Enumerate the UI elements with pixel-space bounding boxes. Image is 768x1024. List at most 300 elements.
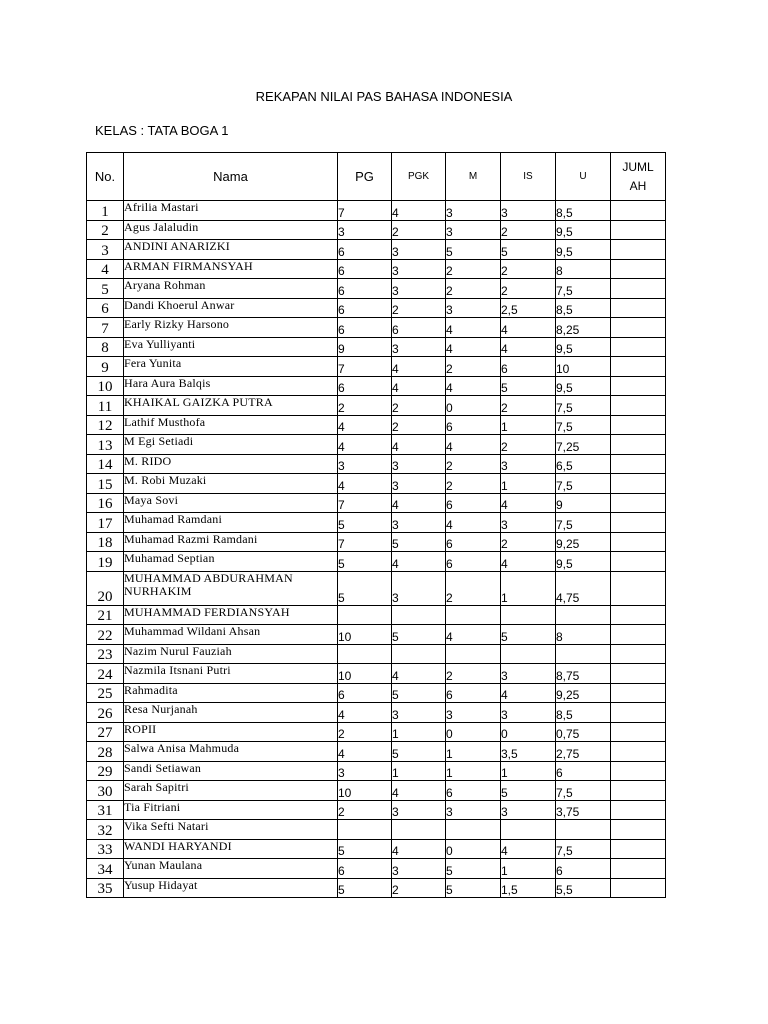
cell-is: 3 (501, 513, 556, 533)
cell-pg: 5 (338, 513, 392, 533)
cell-jumlah (611, 878, 666, 898)
table-row (87, 800, 666, 820)
cell-is: 5 (501, 781, 556, 801)
cell-no: 32 (87, 820, 124, 840)
cell-u: 8,25 (556, 318, 611, 338)
cell-pgk: 3 (392, 703, 446, 723)
header-pg: PG (338, 153, 392, 201)
cell-m: 3 (446, 220, 501, 240)
cell-pg: 6 (338, 318, 392, 338)
cell-nama: Tia Fitriani (124, 800, 338, 820)
table-row (87, 722, 666, 742)
cell-u (556, 605, 611, 625)
table-row (87, 839, 666, 859)
cell-nama: Muhammad Wildani Ahsan (124, 625, 338, 645)
cell-is: 5 (501, 376, 556, 396)
header-jumlah-line2: AH (629, 178, 647, 193)
cell-is: 3 (501, 201, 556, 221)
cell-jumlah (611, 337, 666, 357)
table-row (87, 337, 666, 357)
cell-nama: MUHAMMAD ABDURAHMAN NURHAKIM (124, 571, 338, 605)
cell-is: 5 (501, 625, 556, 645)
table-row (87, 220, 666, 240)
cell-nama: M. Robi Muzaki (124, 474, 338, 494)
cell-jumlah (611, 781, 666, 801)
cell-u: 5,5 (556, 878, 611, 898)
cell-u: 7,25 (556, 435, 611, 455)
grades-table (86, 152, 666, 898)
cell-m: 5 (446, 859, 501, 879)
cell-m: 4 (446, 337, 501, 357)
cell-pgk: 3 (392, 859, 446, 879)
cell-is: 4 (501, 552, 556, 572)
cell-pgk: 3 (392, 259, 446, 279)
cell-is: 3,5 (501, 742, 556, 762)
cell-m: 1 (446, 742, 501, 762)
cell-no: 14 (87, 454, 124, 474)
cell-pgk: 4 (392, 435, 446, 455)
table-row (87, 201, 666, 221)
cell-pg: 6 (338, 298, 392, 318)
cell-u: 9,5 (556, 337, 611, 357)
cell-pg: 6 (338, 859, 392, 879)
cell-pg: 10 (338, 625, 392, 645)
header-nama: Nama (124, 153, 338, 201)
table-row (87, 259, 666, 279)
cell-pgk: 5 (392, 532, 446, 552)
cell-u: 8 (556, 259, 611, 279)
cell-no: 5 (87, 279, 124, 299)
cell-pg: 3 (338, 220, 392, 240)
cell-pgk: 3 (392, 571, 446, 605)
cell-no: 2 (87, 220, 124, 240)
table-row (87, 781, 666, 801)
cell-jumlah (611, 454, 666, 474)
cell-jumlah (611, 625, 666, 645)
cell-nama: Hara Aura Balqis (124, 376, 338, 396)
cell-u: 8 (556, 625, 611, 645)
table-row (87, 357, 666, 377)
cell-jumlah (611, 664, 666, 684)
cell-no: 10 (87, 376, 124, 396)
cell-jumlah (611, 552, 666, 572)
cell-m: 1 (446, 761, 501, 781)
table-row (87, 415, 666, 435)
cell-pg (338, 644, 392, 664)
cell-pg: 5 (338, 878, 392, 898)
cell-jumlah (611, 357, 666, 377)
cell-nama: Yusup Hidayat (124, 878, 338, 898)
cell-jumlah (611, 259, 666, 279)
cell-nama: Early Rizky Harsono (124, 318, 338, 338)
cell-no: 18 (87, 532, 124, 552)
table-row (87, 513, 666, 533)
cell-is: 3 (501, 703, 556, 723)
cell-jumlah (611, 859, 666, 879)
cell-pgk: 3 (392, 513, 446, 533)
table-row (87, 298, 666, 318)
cell-u: 7,5 (556, 396, 611, 416)
document-title: REKAPAN NILAI PAS BAHASA INDONESIA (255, 89, 513, 104)
table-row (87, 318, 666, 338)
cell-u: 4,75 (556, 571, 611, 605)
cell-no: 29 (87, 761, 124, 781)
table-body (87, 201, 666, 898)
cell-pgk: 5 (392, 742, 446, 762)
cell-m: 2 (446, 664, 501, 684)
cell-u: 7,5 (556, 279, 611, 299)
cell-u: 7,5 (556, 474, 611, 494)
table-row (87, 820, 666, 840)
table-row (87, 474, 666, 494)
cell-m: 4 (446, 318, 501, 338)
cell-is: 2 (501, 532, 556, 552)
cell-u: 10 (556, 357, 611, 377)
cell-pgk: 2 (392, 396, 446, 416)
cell-u: 9 (556, 493, 611, 513)
cell-no: 19 (87, 552, 124, 572)
cell-pgk: 4 (392, 552, 446, 572)
cell-pgk: 2 (392, 298, 446, 318)
table-row (87, 683, 666, 703)
header-m: M (446, 153, 501, 201)
cell-pgk: 1 (392, 761, 446, 781)
cell-is: 2 (501, 259, 556, 279)
cell-pg: 7 (338, 201, 392, 221)
cell-pg: 7 (338, 493, 392, 513)
cell-m: 6 (446, 532, 501, 552)
cell-m: 5 (446, 878, 501, 898)
cell-u: 8,5 (556, 298, 611, 318)
cell-nama: Muhamad Ramdani (124, 513, 338, 533)
cell-pg: 4 (338, 742, 392, 762)
cell-jumlah (611, 839, 666, 859)
cell-pg: 3 (338, 454, 392, 474)
cell-jumlah (611, 415, 666, 435)
cell-is: 1 (501, 474, 556, 494)
cell-nama: WANDI HARYANDI (124, 839, 338, 859)
cell-no: 11 (87, 396, 124, 416)
cell-pgk: 4 (392, 781, 446, 801)
cell-m: 2 (446, 571, 501, 605)
cell-m: 6 (446, 781, 501, 801)
cell-no: 4 (87, 259, 124, 279)
cell-m: 6 (446, 552, 501, 572)
cell-no: 27 (87, 722, 124, 742)
cell-pg: 4 (338, 703, 392, 723)
cell-u (556, 644, 611, 664)
cell-m: 3 (446, 703, 501, 723)
cell-pg: 3 (338, 761, 392, 781)
cell-m: 4 (446, 625, 501, 645)
cell-pg: 2 (338, 800, 392, 820)
cell-is: 1 (501, 761, 556, 781)
cell-no: 34 (87, 859, 124, 879)
cell-is: 2 (501, 220, 556, 240)
cell-pgk: 4 (392, 664, 446, 684)
table-row (87, 859, 666, 879)
cell-is: 0 (501, 722, 556, 742)
cell-nama: Salwa Anisa Mahmuda (124, 742, 338, 762)
cell-no: 17 (87, 513, 124, 533)
cell-m: 4 (446, 435, 501, 455)
cell-no: 24 (87, 664, 124, 684)
cell-no: 3 (87, 240, 124, 260)
cell-nama: Rahmadita (124, 683, 338, 703)
cell-m: 2 (446, 454, 501, 474)
cell-nama: Nazmila Itsnani Putri (124, 664, 338, 684)
cell-u: 7,5 (556, 781, 611, 801)
cell-is: 4 (501, 337, 556, 357)
cell-is: 6 (501, 357, 556, 377)
cell-pgk: 2 (392, 220, 446, 240)
cell-pgk: 2 (392, 878, 446, 898)
cell-nama: Vika Sefti Natari (124, 820, 338, 840)
cell-nama: M. RIDO (124, 454, 338, 474)
cell-jumlah (611, 318, 666, 338)
cell-is: 3 (501, 664, 556, 684)
header-u: U (556, 153, 611, 201)
cell-no: 35 (87, 878, 124, 898)
cell-nama: ROPII (124, 722, 338, 742)
cell-pg: 4 (338, 415, 392, 435)
cell-u: 6,5 (556, 454, 611, 474)
cell-u: 8,5 (556, 703, 611, 723)
cell-jumlah (611, 761, 666, 781)
cell-jumlah (611, 493, 666, 513)
cell-u: 3,75 (556, 800, 611, 820)
cell-nama: Aryana Rohman (124, 279, 338, 299)
cell-u: 7,5 (556, 415, 611, 435)
cell-is: 2 (501, 396, 556, 416)
cell-jumlah (611, 703, 666, 723)
cell-pgk: 3 (392, 800, 446, 820)
cell-m: 0 (446, 722, 501, 742)
cell-u: 9,5 (556, 220, 611, 240)
cell-no: 13 (87, 435, 124, 455)
cell-jumlah (611, 722, 666, 742)
header-is: IS (501, 153, 556, 201)
cell-u: 9,25 (556, 683, 611, 703)
cell-no: 6 (87, 298, 124, 318)
cell-is: 1 (501, 571, 556, 605)
cell-jumlah (611, 201, 666, 221)
cell-is: 4 (501, 318, 556, 338)
cell-u (556, 820, 611, 840)
cell-jumlah (611, 240, 666, 260)
header-pgk: PGK (392, 153, 446, 201)
cell-pg: 7 (338, 357, 392, 377)
cell-jumlah (611, 396, 666, 416)
cell-no: 1 (87, 201, 124, 221)
table-row (87, 644, 666, 664)
cell-jumlah (611, 220, 666, 240)
cell-pg: 4 (338, 435, 392, 455)
cell-pgk: 3 (392, 240, 446, 260)
cell-jumlah (611, 435, 666, 455)
cell-u: 7,5 (556, 839, 611, 859)
cell-u: 6 (556, 761, 611, 781)
cell-jumlah (611, 571, 666, 605)
cell-u: 8,75 (556, 664, 611, 684)
header-jumlah (611, 153, 666, 201)
cell-pgk: 4 (392, 201, 446, 221)
cell-u: 9,25 (556, 532, 611, 552)
table-row (87, 454, 666, 474)
cell-pg (338, 820, 392, 840)
cell-u: 2,75 (556, 742, 611, 762)
cell-nama: Sandi Setiawan (124, 761, 338, 781)
cell-nama: M Egi Setiadi (124, 435, 338, 455)
cell-is: 2 (501, 435, 556, 455)
cell-pg: 6 (338, 279, 392, 299)
header-no: No. (87, 153, 124, 201)
cell-pgk: 2 (392, 415, 446, 435)
table-row (87, 532, 666, 552)
cell-nama: Lathif Musthofa (124, 415, 338, 435)
cell-nama: KHAIKAL GAIZKA PUTRA (124, 396, 338, 416)
cell-pgk: 1 (392, 722, 446, 742)
cell-pg: 5 (338, 571, 392, 605)
cell-no: 9 (87, 357, 124, 377)
cell-is: 5 (501, 240, 556, 260)
cell-m: 4 (446, 513, 501, 533)
cell-jumlah (611, 605, 666, 625)
cell-u: 9,5 (556, 552, 611, 572)
cell-pg: 2 (338, 722, 392, 742)
cell-m: 0 (446, 839, 501, 859)
cell-pg (338, 605, 392, 625)
cell-pg: 2 (338, 396, 392, 416)
cell-m: 6 (446, 415, 501, 435)
cell-pgk: 5 (392, 625, 446, 645)
cell-u: 8,5 (556, 201, 611, 221)
cell-nama: Fera Yunita (124, 357, 338, 377)
cell-pg: 6 (338, 376, 392, 396)
cell-no: 15 (87, 474, 124, 494)
cell-pgk: 4 (392, 376, 446, 396)
cell-m: 2 (446, 474, 501, 494)
cell-nama: ANDINI ANARIZKI (124, 240, 338, 260)
table-row (87, 552, 666, 572)
cell-pgk: 4 (392, 493, 446, 513)
cell-nama: Yunan Maulana (124, 859, 338, 879)
cell-m (446, 644, 501, 664)
cell-no: 23 (87, 644, 124, 664)
cell-m: 3 (446, 298, 501, 318)
table-row (87, 605, 666, 625)
cell-jumlah (611, 644, 666, 664)
cell-m (446, 820, 501, 840)
cell-pg: 5 (338, 552, 392, 572)
cell-nama: Agus Jalaludin (124, 220, 338, 240)
class-label: KELAS : TATA BOGA 1 (95, 123, 229, 138)
table-row (87, 435, 666, 455)
cell-no: 33 (87, 839, 124, 859)
cell-pg: 9 (338, 337, 392, 357)
cell-u: 9,5 (556, 376, 611, 396)
cell-is (501, 820, 556, 840)
cell-jumlah (611, 532, 666, 552)
table-row (87, 571, 666, 605)
cell-is: 2,5 (501, 298, 556, 318)
cell-m: 3 (446, 201, 501, 221)
cell-pgk: 6 (392, 318, 446, 338)
cell-no: 31 (87, 800, 124, 820)
cell-u: 0,75 (556, 722, 611, 742)
cell-u: 9,5 (556, 240, 611, 260)
cell-no: 8 (87, 337, 124, 357)
cell-m: 5 (446, 240, 501, 260)
cell-nama: Muhamad Razmi Ramdani (124, 532, 338, 552)
table-row (87, 625, 666, 645)
table-row (87, 878, 666, 898)
cell-nama: ARMAN FIRMANSYAH (124, 259, 338, 279)
cell-pgk: 3 (392, 474, 446, 494)
table-header-row (87, 153, 666, 201)
cell-no: 21 (87, 605, 124, 625)
cell-is: 1,5 (501, 878, 556, 898)
table-row (87, 493, 666, 513)
cell-no: 28 (87, 742, 124, 762)
cell-pgk: 4 (392, 839, 446, 859)
cell-m: 2 (446, 279, 501, 299)
cell-nama: Eva Yulliyanti (124, 337, 338, 357)
cell-is: 1 (501, 859, 556, 879)
cell-pg: 7 (338, 532, 392, 552)
cell-pgk: 3 (392, 337, 446, 357)
cell-is: 4 (501, 839, 556, 859)
cell-pgk (392, 644, 446, 664)
cell-pg: 5 (338, 839, 392, 859)
cell-nama: Afrilia Mastari (124, 201, 338, 221)
cell-is: 4 (501, 493, 556, 513)
table-row (87, 761, 666, 781)
cell-nama: MUHAMMAD FERDIANSYAH (124, 605, 338, 625)
cell-is: 1 (501, 415, 556, 435)
cell-pgk: 5 (392, 683, 446, 703)
table-row (87, 396, 666, 416)
cell-m: 2 (446, 259, 501, 279)
cell-m: 0 (446, 396, 501, 416)
cell-m: 3 (446, 800, 501, 820)
cell-pgk: 4 (392, 357, 446, 377)
cell-is: 3 (501, 800, 556, 820)
cell-no: 25 (87, 683, 124, 703)
cell-jumlah (611, 376, 666, 396)
cell-m (446, 605, 501, 625)
cell-nama: Maya Sovi (124, 493, 338, 513)
table-row (87, 703, 666, 723)
cell-jumlah (611, 279, 666, 299)
cell-no: 20 (87, 571, 124, 605)
cell-pg: 6 (338, 683, 392, 703)
cell-no: 26 (87, 703, 124, 723)
cell-jumlah (611, 513, 666, 533)
cell-no: 16 (87, 493, 124, 513)
cell-u: 7,5 (556, 513, 611, 533)
table-row (87, 376, 666, 396)
cell-jumlah (611, 683, 666, 703)
cell-jumlah (611, 800, 666, 820)
cell-pg: 4 (338, 474, 392, 494)
cell-nama: Sarah Sapitri (124, 781, 338, 801)
table-row (87, 279, 666, 299)
cell-no: 12 (87, 415, 124, 435)
cell-pgk: 3 (392, 454, 446, 474)
cell-pgk: 3 (392, 279, 446, 299)
table-row (87, 742, 666, 762)
